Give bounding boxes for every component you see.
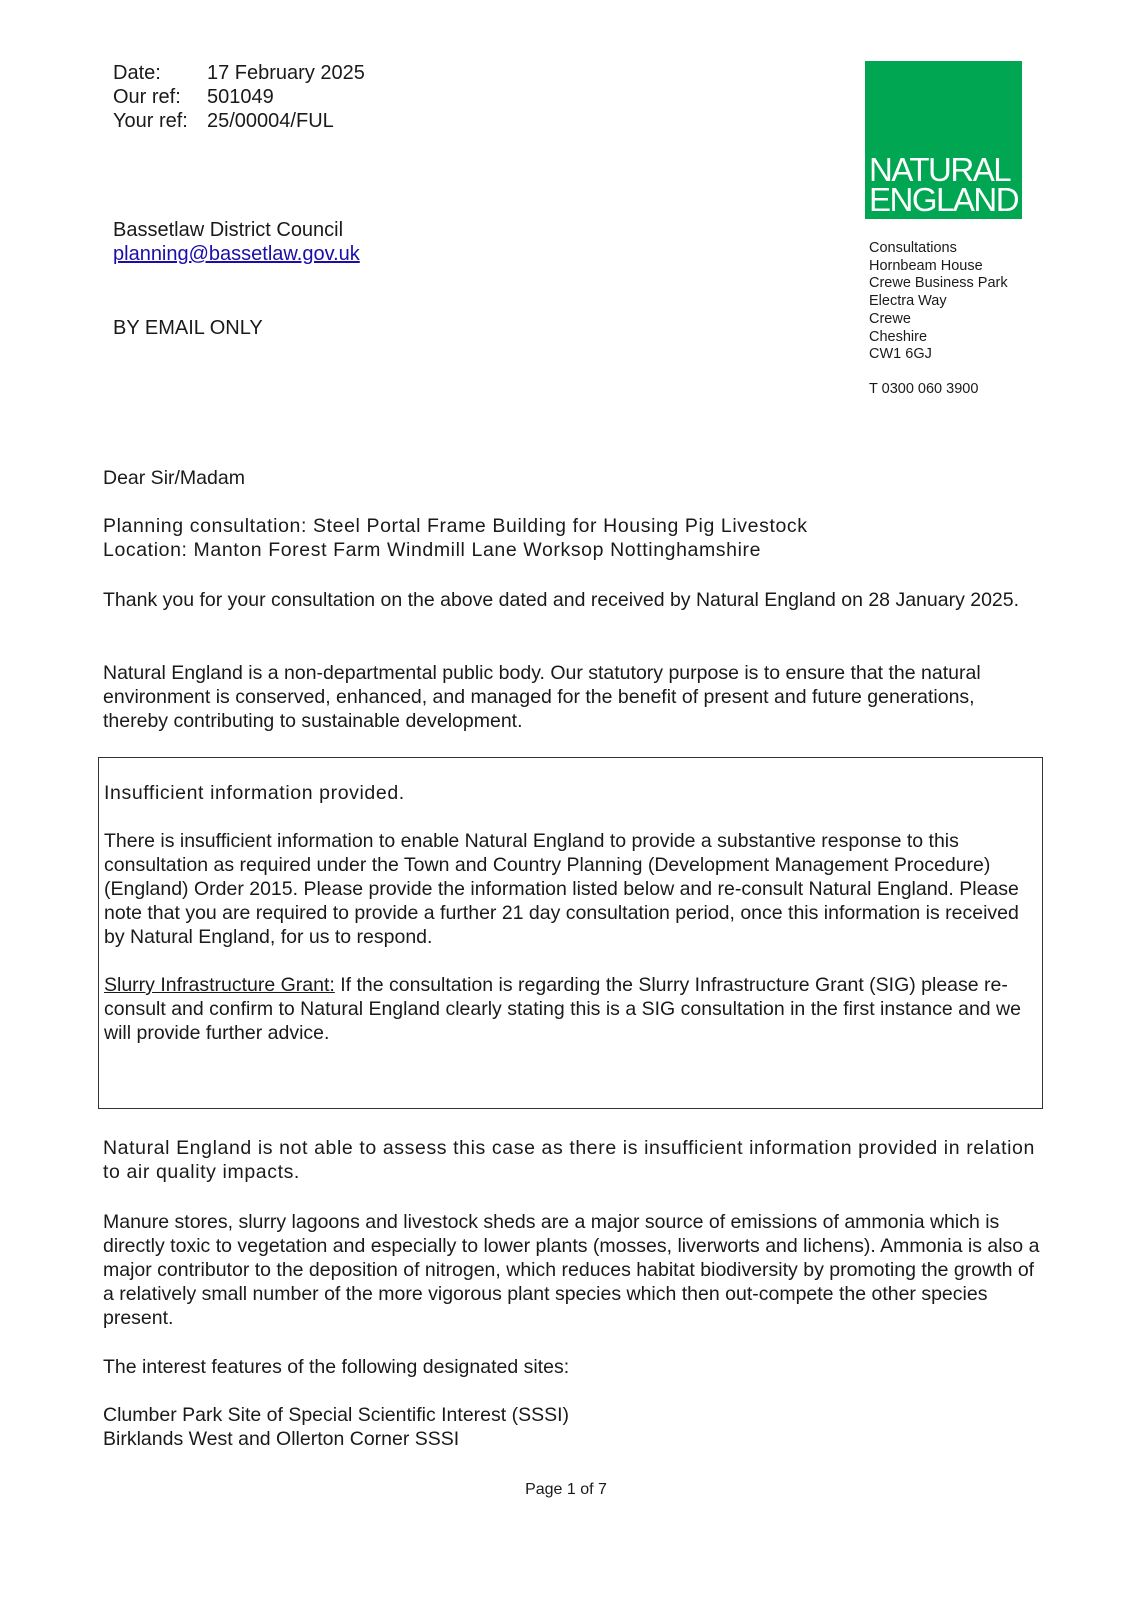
address-line: Crewe Business Park [869, 275, 1008, 292]
date-value: 17 February 2025 [207, 62, 365, 84]
our-ref-value: 501049 [207, 86, 274, 108]
our-ref-label: Our ref: [113, 86, 181, 108]
salutation: Dear Sir/Madam [103, 467, 245, 489]
address-line: Crewe [869, 310, 911, 327]
address-line: Electra Way [869, 293, 947, 310]
paragraph-about: Natural England is a non-departmental public body. Our statutory purpose is to ensure that the natural environment is conserved, enhanced, and managed for the benefit of present and future generations, thereby contributing to sustainable development. [103, 662, 981, 732]
designated-site: Birklands West and Ollerton Corner SSSI [103, 1428, 460, 1450]
paragraph-assess: Natural England is not able to assess this case as there is insufficient information provided in relation to air quality impacts. [103, 1137, 1035, 1183]
designated-site: Clumber Park Site of Special Scientific Interest (SSSI) [103, 1404, 570, 1426]
recipient-email-link[interactable]: planning@bassetlaw.gov.uk [113, 243, 360, 265]
date-label: Date: [113, 62, 161, 84]
page-number: Page 1 of 7 [525, 1481, 607, 1498]
insufficient-information-box [98, 757, 1043, 1109]
your-ref-row [113, 109, 365, 133]
logo-wordmark [869, 151, 1019, 218]
recipient-block [113, 218, 360, 266]
sig-label: Slurry Infrastructure Grant: [104, 974, 335, 996]
paragraph-interest: The interest features of the following designated sites: [103, 1356, 570, 1378]
address-line: Consultations [869, 240, 957, 256]
box-heading: Insufficient information provided. [104, 782, 405, 804]
subject-line: Planning consultation: Steel Portal Frame Building for Housing Pig Livestock [103, 515, 808, 537]
paragraph-thanks: Thank you for your consultation on the above dated and received by Natural England on 28 January 2025. [103, 589, 1020, 611]
address-line: Cheshire [869, 328, 928, 345]
sig-text: If the consultation is regarding the Slurry Infrastructure Grant (SIG) please re-consult and confirm to Natural England clearly stating this is a SIG consultation in the first instance and we will provide further advice. [104, 974, 1021, 1044]
paragraph-ammonia: Manure stores, slurry lagoons and livestock sheds are a major source of emissions of ammonia which is directly toxic to vegetation and especially to lower plants (mosses, liverworts and lichens). Ammonia is also a major contributor to the deposition of nitrogen, which reduces habitat biodiversity by promoting the growth of a relatively small number of the more vigorous plant species which then out-compete the other species present. [103, 1211, 1040, 1329]
sender-address [869, 240, 1008, 364]
logo-line-1: NATURAL [869, 151, 1011, 188]
address-line: Hornbeam House [869, 257, 983, 274]
sig-paragraph [104, 973, 1029, 1045]
recipient-name: Bassetlaw District Council [113, 219, 344, 241]
address-line: CW1 6GJ [869, 346, 932, 363]
your-ref-value: 25/00004/FUL [207, 110, 334, 132]
reference-block [113, 61, 365, 133]
your-ref-label: Your ref: [113, 110, 188, 132]
our-ref-row [113, 85, 365, 109]
date-row [113, 61, 365, 85]
designated-sites-list [103, 1403, 1043, 1451]
location-line: Location: Manton Forest Farm Windmill Lane Worksop Nottinghamshire [103, 539, 762, 561]
subject-block [103, 514, 1043, 562]
natural-england-logo [865, 61, 1022, 219]
delivery-method: BY EMAIL ONLY [113, 317, 263, 339]
logo-line-2: ENGLAND [869, 181, 1019, 218]
sender-phone: T 0300 060 3900 [869, 381, 979, 397]
box-paragraph: There is insufficient information to enable Natural England to provide a substantive response to this consultation as required under the Town and Country Planning (Development Management Procedure) (England) Order 2015. Please provide the information listed below and re-consult Natural England. Please note that you are required to provide a further 21 day consultation period, once this information is received by Natural England, for us to respond. [104, 830, 1019, 948]
